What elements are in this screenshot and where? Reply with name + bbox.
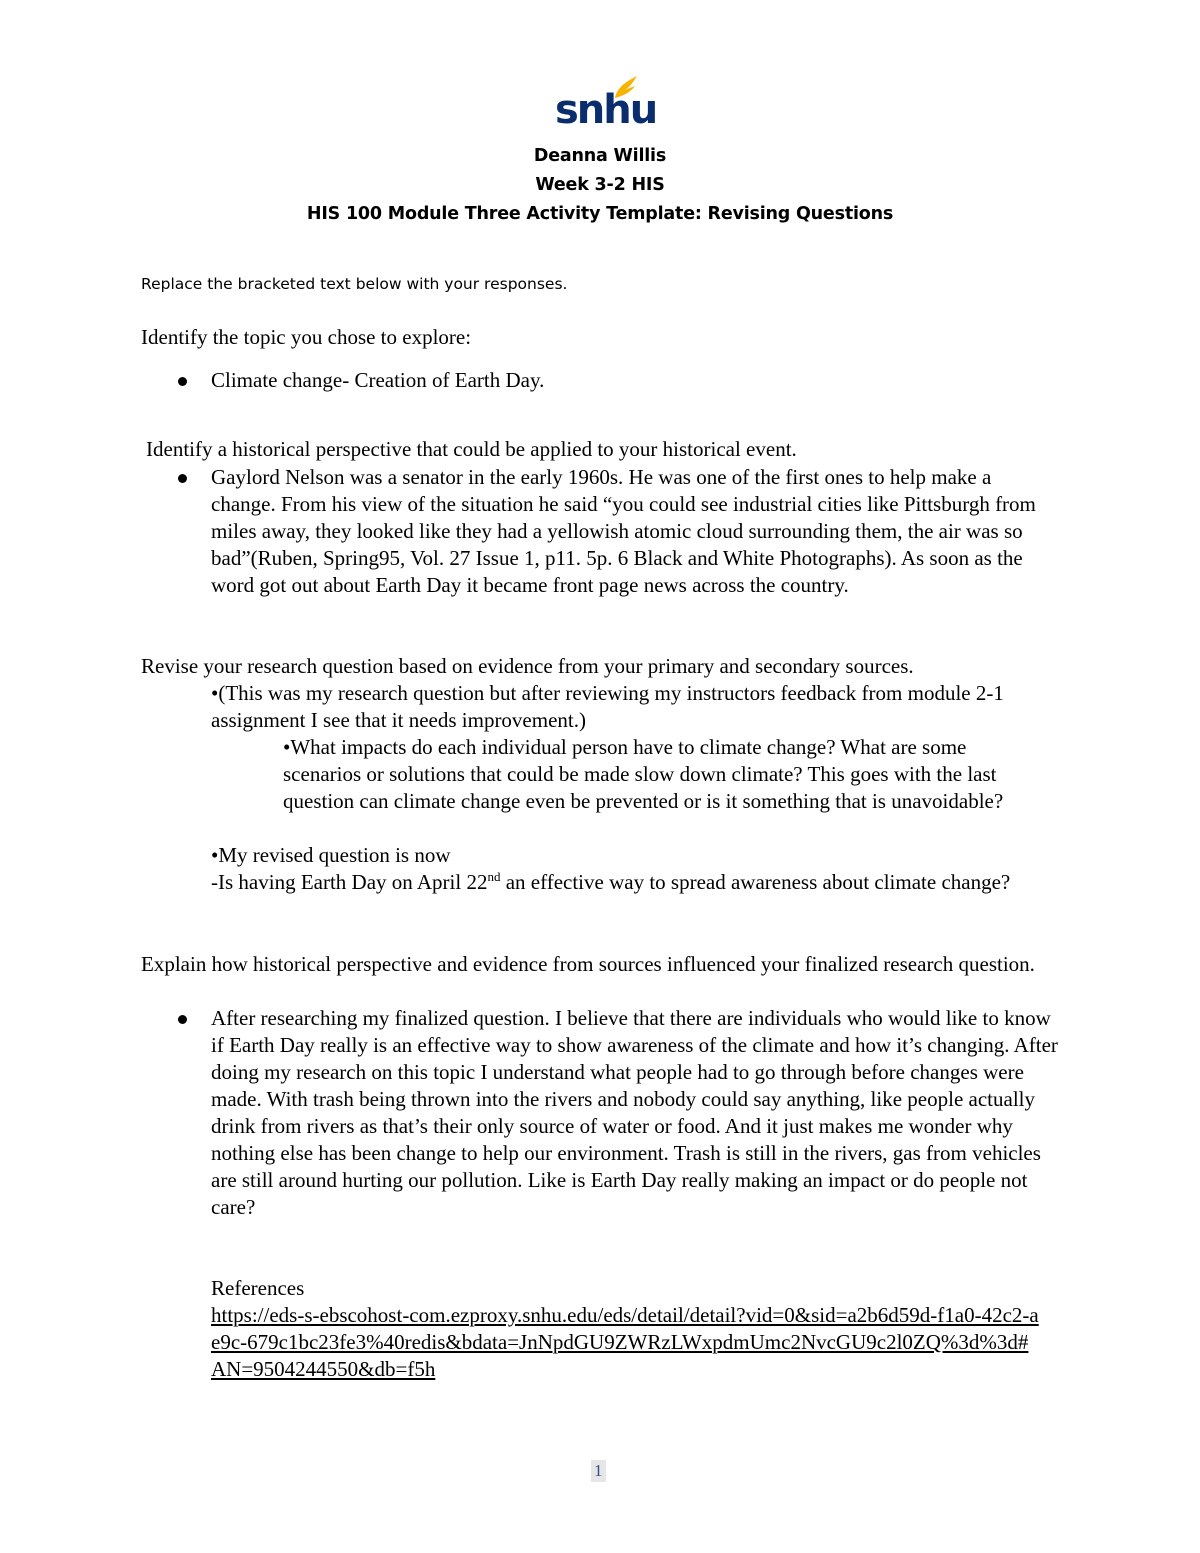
references-heading: References (211, 1276, 305, 1300)
topic-prompt: Identify the topic you chose to explore: (141, 325, 472, 349)
revised-question (211, 869, 1041, 896)
reference-entry (211, 1302, 1041, 1383)
revised-question-start: -Is having Earth Day on April 22 (211, 870, 488, 894)
bullet-icon (178, 377, 187, 386)
ordinal-suffix: nd (487, 869, 501, 884)
perspective-answer: Gaylord Nelson was a senator in the early 1960s. He was one of the first ones to help make a change. From his view of the situation he said “you could see industrial cities like Pittsburgh from miles away, they looked like they had a yellowish atomic cloud surrounding them, the air was so bad”(Ruben, Spring95, Vol. 27 Issue 1, p11. 5p. 6 Black and White Photographs). As soon as the word got out about Earth Day it became front page news across the country. (211, 465, 1036, 597)
perspective-prompt: Identify a historical perspective that could be applied to your historical event. (146, 437, 797, 461)
page-number: 1 (591, 1460, 606, 1482)
topic-answer: Climate change- Creation of Earth Day. (211, 368, 545, 392)
topic-bullet-item (0, 367, 1200, 394)
bullet-icon (178, 1015, 187, 1024)
author-name: Deanna Willis (533, 146, 667, 166)
original-question: •What impacts do each individual person have to climate change? What are some scenarios or solutions that could be made slow down climate? This goes with the last question can climate change even be prevented or is it something that is unavoidable? (283, 735, 1004, 813)
revised-question-end: an effective way to spread awareness about climate change? (500, 870, 1011, 894)
bullet-icon (178, 474, 187, 483)
revise-note: •(This was my research question but after reviewing my instructors feedback from module 2-1 assignment I see that it needs improvement.) (211, 681, 1004, 732)
reference-link[interactable]: https://eds-s-ebscohost-com.ezproxy.snhu.edu/eds/detail/detail?vid=0&sid=a2b6d59d-f1a0-42c2-ae9c-679c1bc23fe3%40redis&bdata=JnNpdGU9ZWRzLWxpdmUmc2NvcGU9c2l0ZQ%3d%3d#AN=9504244550&db=f5h (211, 1303, 1039, 1381)
explain-answer: After researching my finalized question. I believe that there are individuals who would like to know if Earth Day really is an effective way to show awareness of the climate and how it’s changing. After doing my research on this topic I understand what people had to go through before changes were made. With trash being thrown into the rivers and nobody could say anything, like people actually drink from rivers as that’s their only source of water or food. And it just makes me wonder why nothing else has been change to help our environment. Trash is still in the rivers, gas from vehicles are still around hurting our pollution. Like is Earth Day really making an impact or do people not care? (211, 1006, 1058, 1219)
perspective-bullet-item (0, 464, 1200, 628)
revised-label: •My revised question is now (211, 843, 451, 867)
revise-prompt: Revise your research question based on evidence from your primary and secondary sources. (141, 654, 914, 678)
snhu-logo (555, 74, 657, 133)
course-line: Week 3-2 HIS (535, 175, 665, 195)
document-title: HIS 100 Module Three Activity Template: Revising Questions (306, 204, 894, 224)
logo-wordmark: snhu (555, 87, 657, 133)
instructions: Replace the bracketed text below with your responses. (141, 275, 568, 293)
explain-prompt: Explain how historical perspective and evidence from sources influenced your finalized research question. (141, 952, 1035, 976)
explain-bullet-item (0, 1005, 1200, 1225)
